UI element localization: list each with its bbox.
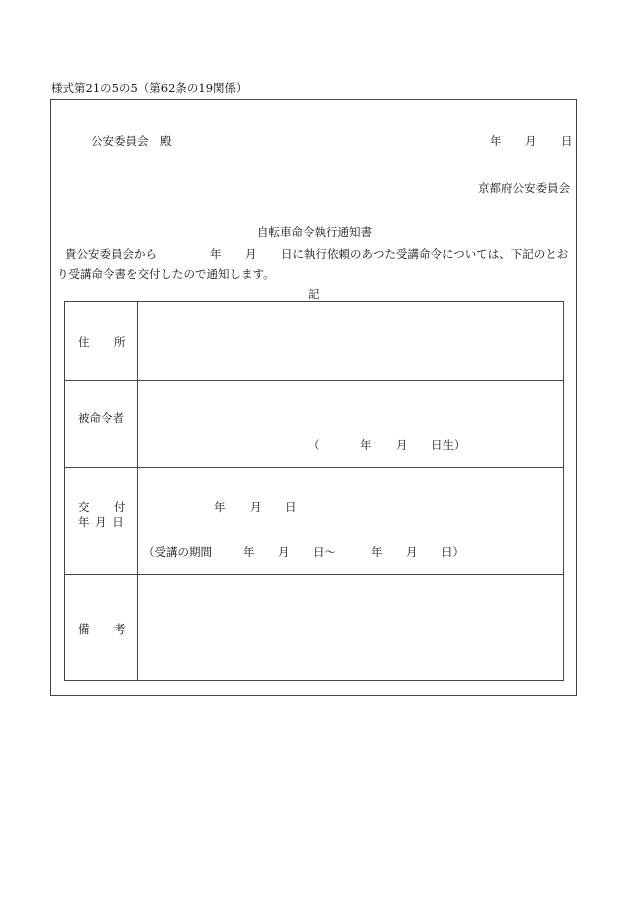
form-number-label: 様式第21の5の5（第62条の19関係） [51,81,248,95]
issue-year: 年 [214,500,226,514]
table-row-divider [64,467,564,468]
body-line-1-month: 月 [245,247,257,261]
table-row-divider [64,574,564,575]
sender: 京都府公安委員会 [478,181,570,195]
period-month-2: 月 [406,545,418,559]
period-year-2: 年 [371,545,383,559]
table-row-divider [64,380,564,381]
period-prefix: （受講の期間 [143,545,212,559]
recipient: 公安委員会 殿 [91,134,172,148]
issue-label-2: 付 [114,500,126,514]
issue-month: 月 [250,500,262,514]
document-title: 自転車命令執行通知書 [257,225,372,239]
issue-day: 日 [285,500,297,514]
ki-heading: 記 [308,287,320,301]
birth-open: （ [308,438,320,452]
remarks-label-1: 備 [78,622,90,636]
body-line-1-start: 貴公安委員会から [65,247,157,261]
body-line-2: り受講命令書を交付したので通知します。 [57,267,275,281]
issue-label-3: 年 月 日 [78,515,125,529]
body-line-1-year: 年 [210,247,222,261]
person-label: 被命令者 [78,411,124,425]
remarks-label-2: 考 [114,622,126,636]
details-table [64,301,564,681]
period-day-2: 日） [441,545,464,559]
issue-label-1: 交 [78,500,90,514]
period-year-1: 年 [243,545,255,559]
address-label-2: 所 [114,335,126,349]
header-date-year: 年 [490,134,502,148]
birth-month: 月 [396,438,408,452]
birth-year: 年 [360,438,372,452]
period-month-1: 月 [278,545,290,559]
header-date-month: 月 [525,134,537,148]
birth-day: 日生） [431,438,466,452]
header-date-day: 日 [561,134,573,148]
address-label-1: 住 [78,335,90,349]
body-line-1-end: 日に執行依頼のあつた受講命令については、下記のとお [281,247,569,261]
table-column-divider [137,301,138,681]
period-day-1: 日～ [313,545,336,559]
